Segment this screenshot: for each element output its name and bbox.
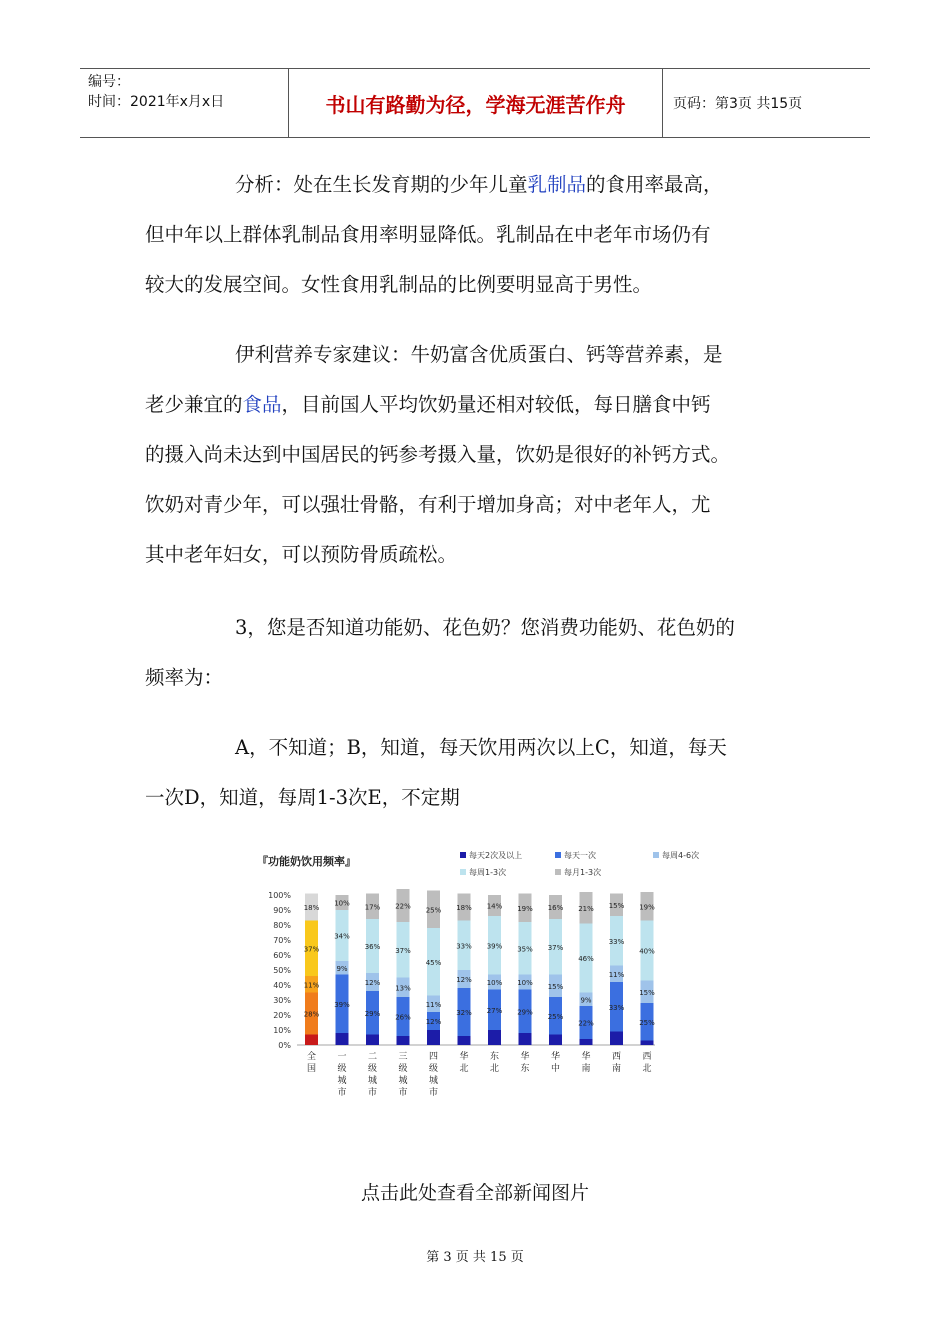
bar-segment [336,1033,349,1045]
bar-segment [549,1035,562,1046]
data-label: 9% [336,964,348,973]
legend-swatch [555,852,561,858]
frequency-chart [255,835,715,1100]
food-link[interactable]: 食品 [242,393,282,416]
chart-svg [255,835,715,1100]
data-label: 45% [425,958,442,967]
category-label: 南 [611,1064,622,1074]
text-line: 其中老年妇女，可以预防骨质疏松。 [145,543,458,566]
text-line: 伊利营养专家建议：牛奶富含优质蛋白、钙等营养素，是 [235,343,723,366]
legend-label: 每周1-3次 [469,868,507,877]
text-line: 但中年以上群体乳制品食用率明显降低。乳制品在中老年市场仍有 [145,223,711,246]
category-label: 中 [550,1064,561,1074]
legend-label: 每月1-3次 [564,868,602,877]
category-label: 二 [367,1052,378,1062]
page-header [80,68,870,138]
data-label: 16% [547,904,564,912]
data-label: 22% [395,902,411,911]
chart-title: 『功能奶饮用频率』 [257,855,356,868]
legend-swatch [460,852,466,858]
data-label: 25% [547,1012,564,1021]
category-label: 华 [550,1052,561,1062]
data-label: 11% [425,1000,442,1009]
data-label: 15% [608,901,625,910]
y-tick-label: 70% [273,936,291,945]
data-label: 17% [364,903,381,912]
paragraph-analysis [145,160,815,310]
category-label: 级 [367,1064,378,1074]
bar-segment [427,1030,440,1045]
text-line: 一次D，知道，每周1-3次E，不定期 [145,786,460,809]
data-label: 40% [639,947,655,956]
text-line: 的摄入尚未达到中国居民的钙参考摄入量，饮奶是很好的补钙方式。 [145,443,731,466]
data-label: 12% [364,979,381,987]
category-label: 西 [611,1052,622,1062]
y-tick-label: 90% [273,906,291,915]
y-tick-label: 80% [273,921,291,930]
category-label: 城 [337,1076,347,1086]
doc-time-label: 时间：2021年x月x日 [88,94,225,110]
paragraph-options [145,723,815,823]
data-label: 15% [547,982,564,991]
category-label: 市 [398,1088,408,1098]
category-label: 级 [428,1064,439,1074]
data-label: 9% [580,996,592,1005]
category-label: 城 [367,1076,378,1086]
category-label: 北 [459,1064,469,1074]
data-label: 27% [486,1006,503,1015]
doc-number-label: 编号： [88,74,130,90]
data-label: 19% [639,903,655,912]
category-label: 东 [489,1052,500,1062]
header-page-info: 页码：第3页 共15页 [673,96,803,112]
y-tick-label: 40% [273,981,291,990]
paragraph-expert-advice [145,330,815,580]
data-label: 36% [364,943,381,951]
text-line: 3，您是否知道功能奶、花色奶？您消费功能奶、花色奶的 [235,616,735,639]
text-line: 老少兼宜的食品，目前国人平均饮奶量还相对较低，每日膳食中钙 [145,393,711,416]
category-label: 城 [398,1076,408,1086]
legend-swatch [653,852,659,858]
text-line: 较大的发展空间。女性食用乳制品的比例要明显高于男性。 [145,273,653,296]
y-tick-label: 20% [273,1011,291,1020]
dairy-products-link[interactable]: 乳制品 [527,173,587,196]
text-line: 分析：处在生长发育期的少年儿童乳制品的食用率最高， [235,173,723,196]
data-label: 12% [456,976,472,984]
category-label: 级 [337,1064,347,1074]
bar-segment [580,1039,593,1045]
bar-segment [397,1036,410,1045]
data-label: 46% [578,955,594,963]
legend-label: 每天2次及以上 [469,851,523,860]
y-tick-label: 60% [273,951,291,960]
bar-segment [610,1032,623,1046]
data-label: 29% [517,1008,533,1017]
bar-segment [641,1041,654,1046]
legend-swatch [555,869,561,875]
data-label: 33% [608,1003,625,1012]
data-label: 39% [486,942,503,951]
data-label: 25% [639,1018,655,1027]
data-label: 33% [608,937,625,946]
legend-label: 每天一次 [564,851,596,860]
category-label: 华 [459,1052,469,1062]
data-label: 35% [517,945,533,954]
data-label: 21% [578,904,594,913]
category-label: 华 [581,1052,591,1062]
category-label: 西 [642,1052,652,1062]
data-label: 25% [425,906,442,915]
category-label: 华 [520,1052,530,1062]
category-label: 三 [398,1052,408,1062]
legend-label: 每周4-6次 [662,851,700,860]
legend-swatch [460,869,466,875]
category-label: 北 [642,1064,652,1074]
data-label: 39% [334,1000,350,1009]
data-label: 33% [456,942,472,951]
text-line: A，不知道；B，知道，每天饮用两次以上C，知道，每天 [235,736,727,759]
category-label: 城 [428,1076,439,1086]
data-label: 15% [639,988,655,997]
category-label: 国 [306,1064,317,1074]
data-label: 10% [517,979,533,987]
data-label: 12% [425,1018,442,1026]
data-label: 11% [303,981,320,990]
text-line: 饮奶对青少年，可以强壮骨骼，有利于增加身高；对中老年人，尤 [145,493,711,516]
bar-segment [488,1030,501,1045]
data-label: 22% [578,1019,594,1028]
bar-segment [305,1035,318,1046]
view-all-images-link[interactable]: 点击此处查看全部新闻图片 [360,1182,589,1204]
data-label: 13% [395,984,411,993]
data-label: 14% [486,902,503,911]
bar-segment [519,1033,532,1045]
data-label: 10% [334,899,350,908]
category-label: 全 [306,1052,317,1062]
header-meta [80,69,289,137]
data-label: 32% [456,1009,472,1017]
page-footer: 第 3 页 共 15 页 [426,1250,524,1265]
header-motto: 书山有路勤为径，学海无涯苦作舟 [289,69,663,137]
bar-segment [458,1036,471,1045]
bar-segment [366,1035,379,1046]
data-label: 29% [364,1009,381,1018]
category-label: 四 [428,1052,439,1062]
category-label: 市 [428,1088,439,1098]
data-label: 37% [395,946,411,955]
category-label: 一 [337,1052,347,1062]
y-tick-label: 0% [278,1041,291,1050]
data-label: 19% [517,904,533,913]
y-tick-label: 10% [273,1026,291,1035]
data-label: 11% [608,970,625,979]
category-label: 市 [337,1088,347,1098]
data-label: 18% [456,904,472,912]
category-label: 北 [489,1064,500,1074]
category-label: 级 [398,1064,408,1074]
text-line: 频率为： [145,666,224,689]
category-label: 南 [581,1064,591,1074]
data-label: 26% [395,1013,411,1022]
y-tick-label: 100% [268,891,291,900]
category-label: 市 [367,1088,378,1098]
data-label: 10% [486,979,503,987]
data-label: 34% [334,932,350,941]
data-label: 37% [547,943,564,952]
data-label: 28% [303,1010,320,1019]
paragraph-question [145,603,815,703]
data-label: 37% [303,945,320,954]
y-tick-label: 30% [273,996,291,1005]
category-label: 东 [520,1064,530,1074]
data-label: 18% [303,904,320,912]
y-tick-label: 50% [273,966,291,975]
